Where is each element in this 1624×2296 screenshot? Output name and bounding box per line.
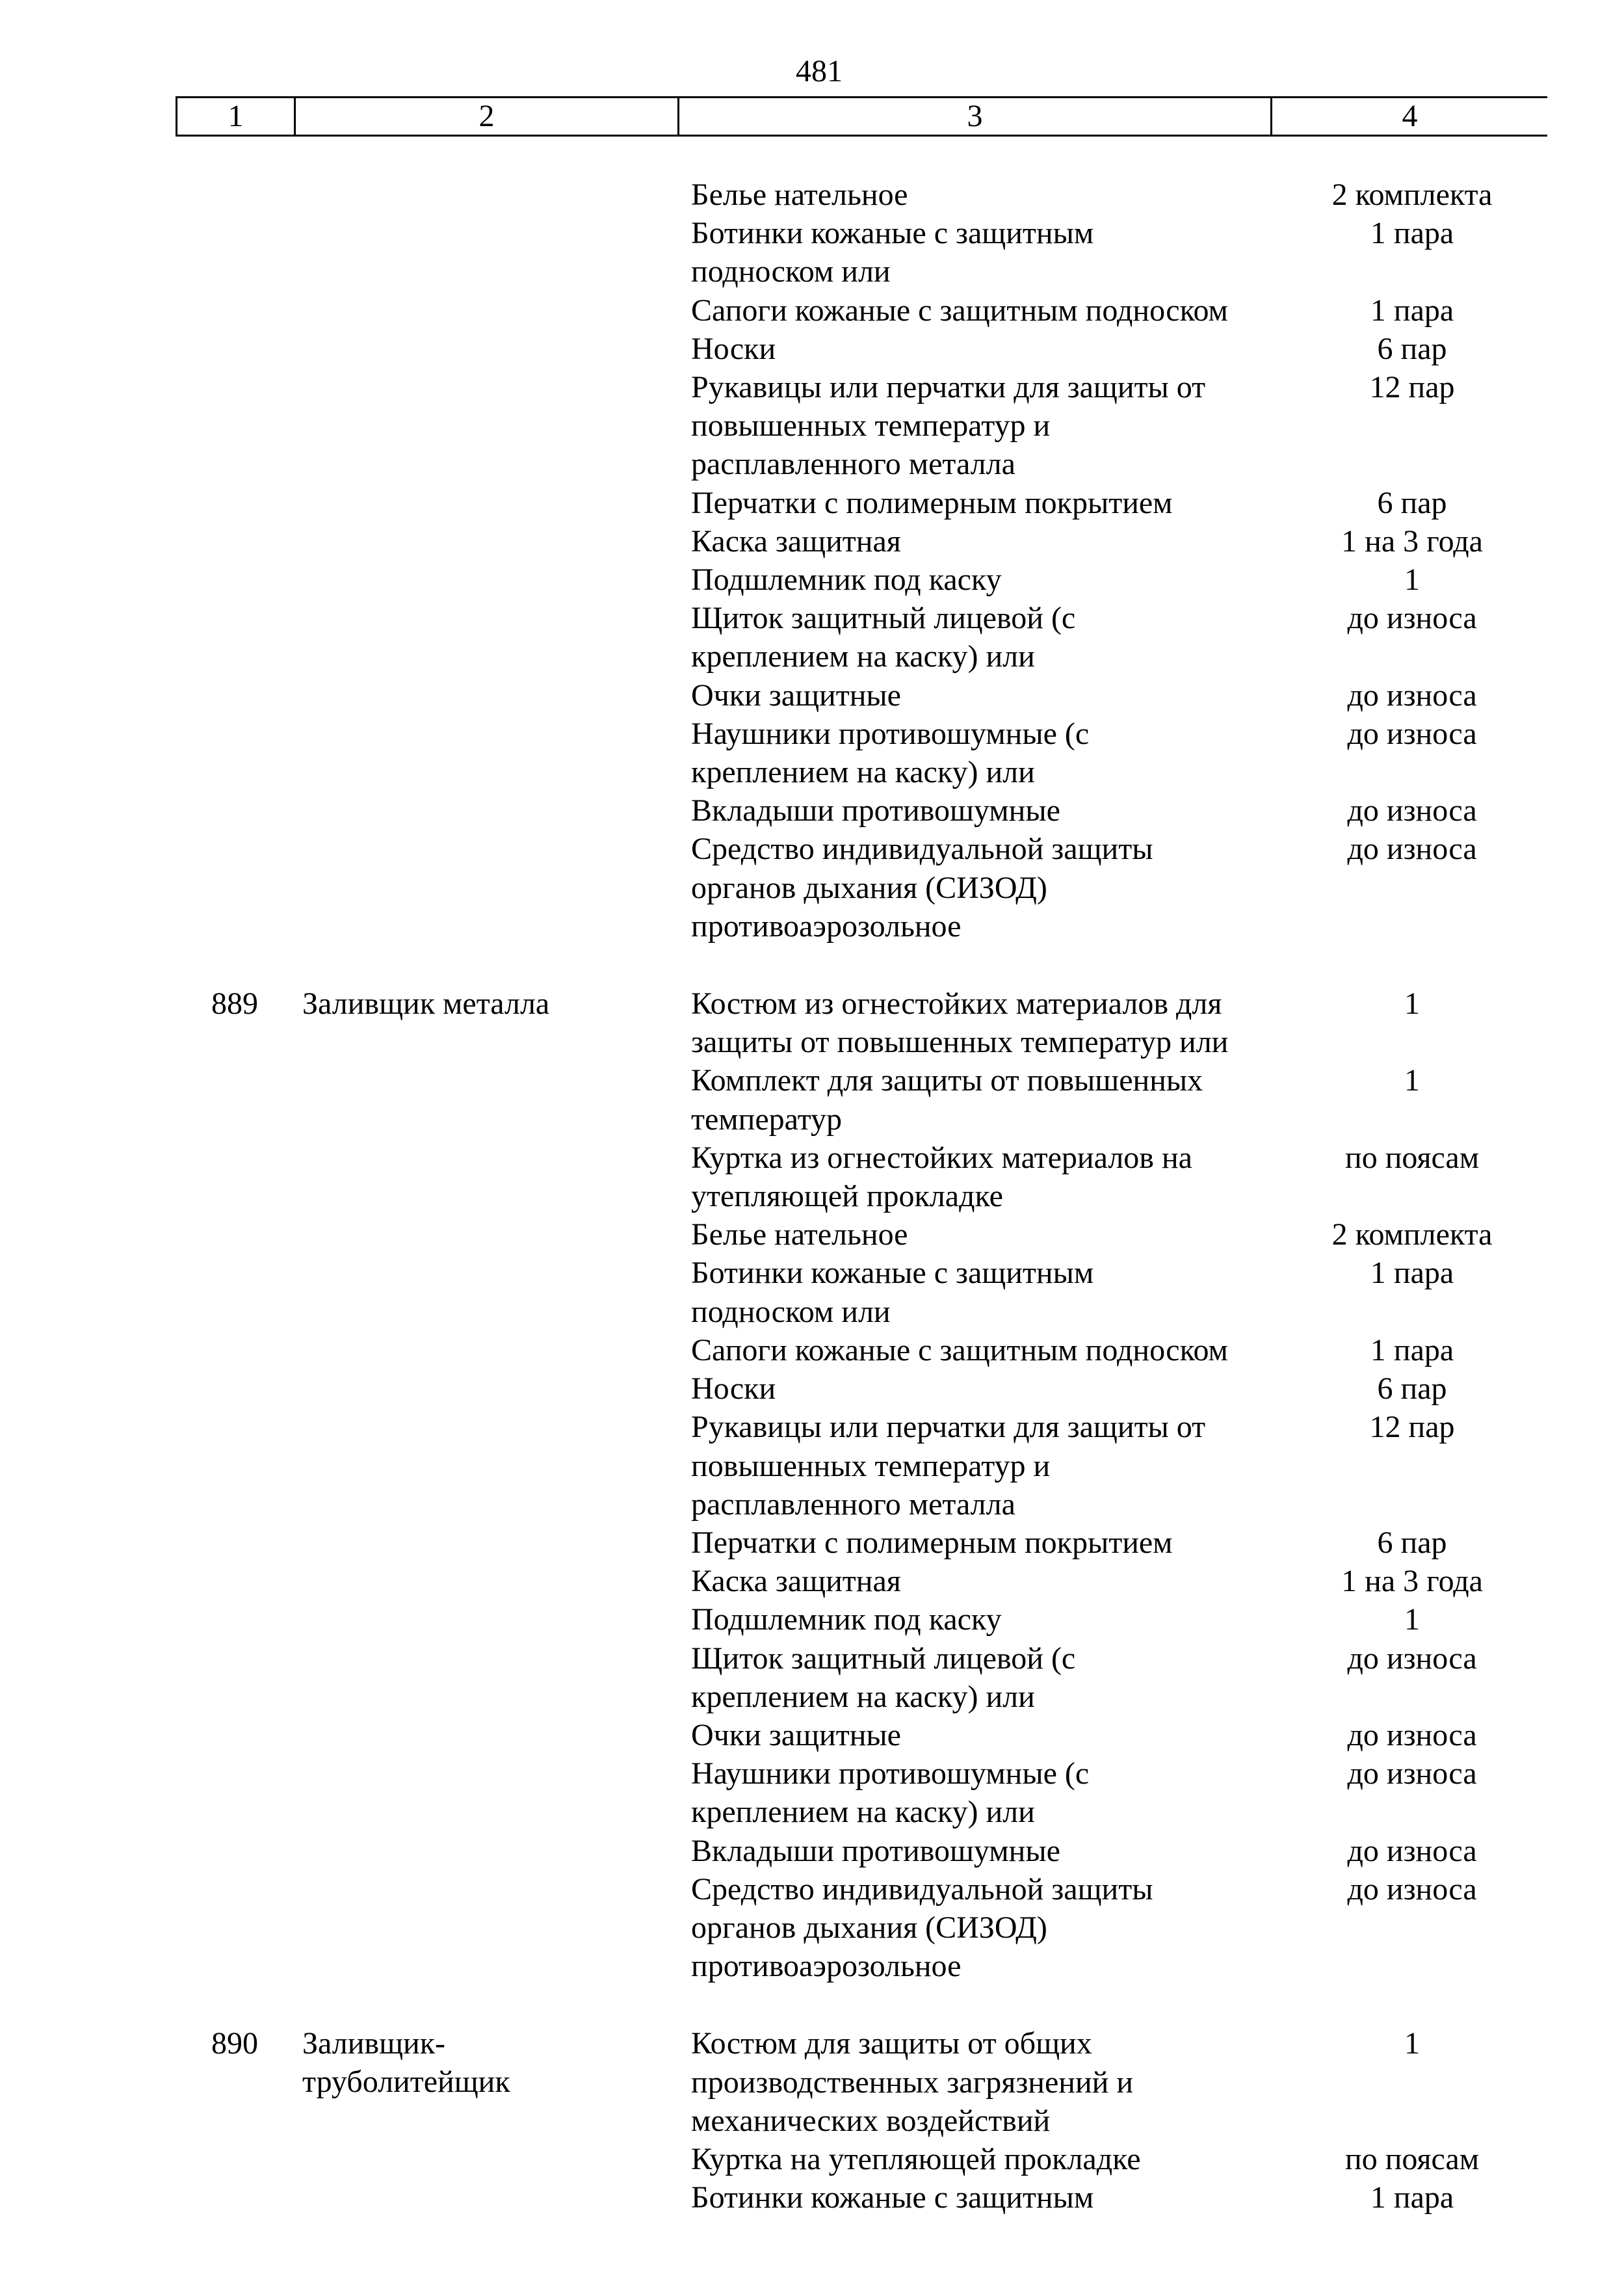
ppe-item-quantity: до износа — [1347, 1871, 1477, 1907]
ppe-item-name: Щиток защитный лицевой (с креплением на каску) или — [691, 1641, 1076, 1714]
ppe-item-name: Белье нательное — [691, 1217, 908, 1252]
row-spacer — [176, 1985, 1547, 2024]
ppe-item-name: Очки защитные — [691, 678, 901, 713]
profession-row — [176, 984, 1547, 1985]
ppe-item — [691, 1408, 1547, 1524]
ppe-item — [691, 214, 1547, 291]
profession-row — [176, 2024, 1547, 2217]
ppe-item-quantity: 1 пара — [1370, 2180, 1454, 2215]
ppe-item — [691, 291, 1547, 330]
ppe-item-quantity: до износа — [1347, 601, 1477, 636]
ppe-item-quantity: 1 — [1404, 1602, 1421, 1637]
ppe-item — [691, 522, 1547, 561]
ppe-item — [691, 1870, 1547, 1986]
ppe-item-name: Носки — [691, 1371, 776, 1406]
ppe-item-name: Носки — [691, 331, 776, 366]
ppe-item — [691, 1369, 1547, 1408]
ppe-item-name: Подшлемник под каску — [691, 1602, 1002, 1637]
ppe-item — [691, 1524, 1547, 1562]
ppe-item-name: Перчатки с полимерным покрытием — [691, 485, 1173, 520]
ppe-item — [691, 368, 1547, 484]
ppe-item-quantity: 6 пар — [1377, 331, 1447, 366]
ppe-item — [691, 984, 1547, 1061]
ppe-item-name: Комплект для защиты от повышенных температур — [691, 1063, 1203, 1137]
ppe-item-name: Куртка из огнестойких материалов на утепляющей прокладке — [691, 1140, 1192, 1214]
ppe-item-name: Вкладыши противошумные — [691, 793, 1060, 828]
ppe-item-name: Сапоги кожаные с защитным подноском — [691, 1332, 1228, 1367]
ppe-item-quantity: до износа — [1347, 716, 1477, 751]
ppe-item-name: Костюм из огнестойких материалов для защиты от повышенных температур или — [691, 986, 1229, 1060]
ppe-item-name: Каска защитная — [691, 523, 901, 559]
ppe-item-quantity: 1 — [1404, 1063, 1421, 1098]
row-spacer — [176, 945, 1547, 984]
ppe-item-name: Каска защитная — [691, 1564, 901, 1599]
ppe-item-name: Перчатки с полимерным покрытием — [691, 1525, 1173, 1560]
ppe-item-quantity: 1 пара — [1370, 293, 1454, 328]
ppe-item — [691, 2024, 1547, 2140]
ppe-item-name: Ботинки кожаные с защитным подноском или — [691, 216, 1094, 289]
ppe-item-quantity: 6 пар — [1377, 485, 1447, 520]
ppe-item-name: Наушники противошумные (с креплением на каску) или — [691, 1756, 1090, 1830]
ppe-item-name: Сапоги кожаные с защитным подноском — [691, 293, 1228, 328]
ppe-item-quantity: по поясам — [1345, 1140, 1480, 1175]
ppe-item — [691, 791, 1547, 830]
profession-number: 890 — [211, 2026, 258, 2061]
ppe-item — [691, 1562, 1547, 1600]
ppe-item-quantity: до износа — [1347, 1756, 1477, 1791]
ppe-item-quantity: 6 пар — [1377, 1525, 1447, 1560]
ppe-item-list — [691, 176, 1547, 945]
ppe-item — [691, 2178, 1547, 2217]
ppe-item — [691, 1754, 1547, 1831]
ppe-item-name: Рукавицы или перчатки для защиты от повышенных температур и расплавленного металла — [691, 370, 1206, 482]
ppe-item — [691, 1832, 1547, 1870]
ppe-item-name: Куртка на утепляющей прокладке — [691, 2141, 1141, 2176]
ppe-item-name: Костюм для защиты от общих производственных загрязнений и механических воздействий — [691, 2026, 1134, 2138]
ppe-item-list — [691, 2024, 1547, 2217]
page-number: 481 — [796, 54, 843, 88]
ppe-item — [691, 715, 1547, 791]
ppe-item — [691, 1639, 1547, 1716]
profession-number: 889 — [211, 986, 258, 1022]
ppe-item — [691, 1331, 1547, 1369]
ppe-item — [691, 561, 1547, 599]
ppe-item-quantity: 6 пар — [1377, 1371, 1447, 1406]
ppe-item-name: Рукавицы или перчатки для защиты от повышенных температур и расплавленного металла — [691, 1410, 1206, 1522]
ppe-item-name: Средство индивидуальной защиты органов дыхания (СИЗОД) противоаэрозольное — [691, 1871, 1153, 1984]
ppe-item-quantity: до износа — [1347, 1641, 1477, 1676]
ppe-item-name: Очки защитные — [691, 1717, 901, 1752]
column-header-4: 4 — [1402, 99, 1418, 133]
ppe-item — [691, 1139, 1547, 1215]
ppe-item-name: Наушники противошумные (с креплением на каску) или — [691, 716, 1090, 790]
ppe-item — [691, 1061, 1547, 1138]
ppe-item-quantity: до износа — [1347, 1717, 1477, 1752]
profession-row — [176, 176, 1547, 945]
ppe-item-quantity: 1 на 3 года — [1341, 1564, 1483, 1599]
ppe-item — [691, 599, 1547, 676]
ppe-item — [691, 1600, 1547, 1639]
ppe-item-quantity: 1 на 3 года — [1341, 523, 1483, 559]
ppe-item-quantity: 1 — [1404, 986, 1421, 1022]
ppe-item-name: Белье нательное — [691, 178, 908, 212]
column-header-row — [176, 96, 1547, 137]
ppe-item — [691, 1215, 1547, 1254]
ppe-item-quantity: до износа — [1347, 793, 1477, 828]
profession-name: Заливщик металла — [302, 986, 550, 1022]
profession-name: Заливщик- труболитейщик — [302, 2026, 510, 2100]
ppe-item-name: Вкладыши противошумные — [691, 1833, 1060, 1868]
ppe-item-name: Ботинки кожаные с защитным подноском или — [691, 1256, 1094, 1329]
ppe-item-name: Щиток защитный лицевой (с креплением на каску) или — [691, 601, 1076, 674]
ppe-item-quantity: 12 пар — [1369, 1410, 1455, 1445]
ppe-item-name: Ботинки кожаные с защитным — [691, 2180, 1094, 2215]
ppe-item — [691, 484, 1547, 522]
ppe-item-quantity: 2 комплекта — [1331, 1217, 1493, 1252]
ppe-item-quantity: 2 комплекта — [1331, 178, 1493, 212]
ppe-item-list — [691, 984, 1547, 1985]
ppe-item — [691, 2140, 1547, 2178]
ppe-item — [691, 176, 1547, 214]
table-body — [176, 176, 1547, 2217]
column-header-3: 3 — [679, 98, 1272, 135]
ppe-item — [691, 330, 1547, 368]
ppe-item-name: Подшлемник под каску — [691, 562, 1002, 598]
ppe-item — [691, 1254, 1547, 1330]
column-header-2: 2 — [296, 98, 679, 135]
ppe-item-quantity: до износа — [1347, 678, 1477, 713]
ppe-item-quantity: до износа — [1347, 1833, 1477, 1868]
ppe-item — [691, 676, 1547, 715]
ppe-item-quantity: 1 пара — [1370, 1332, 1454, 1367]
ppe-item-quantity: 1 пара — [1370, 1256, 1454, 1291]
ppe-item-quantity: 1 — [1404, 2026, 1421, 2061]
ppe-item-quantity: 1 — [1404, 562, 1421, 598]
ppe-item-quantity: до износа — [1347, 832, 1477, 867]
ppe-item-name: Средство индивидуальной защиты органов дыхания (СИЗОД) противоаэрозольное — [691, 832, 1153, 943]
ppe-item-quantity: 1 пара — [1370, 216, 1454, 251]
column-header-1: 1 — [177, 98, 296, 135]
ppe-item — [691, 1716, 1547, 1754]
ppe-item — [691, 830, 1547, 945]
ppe-item-quantity: 12 пар — [1369, 370, 1455, 405]
ppe-item-quantity: по поясам — [1345, 2141, 1480, 2176]
